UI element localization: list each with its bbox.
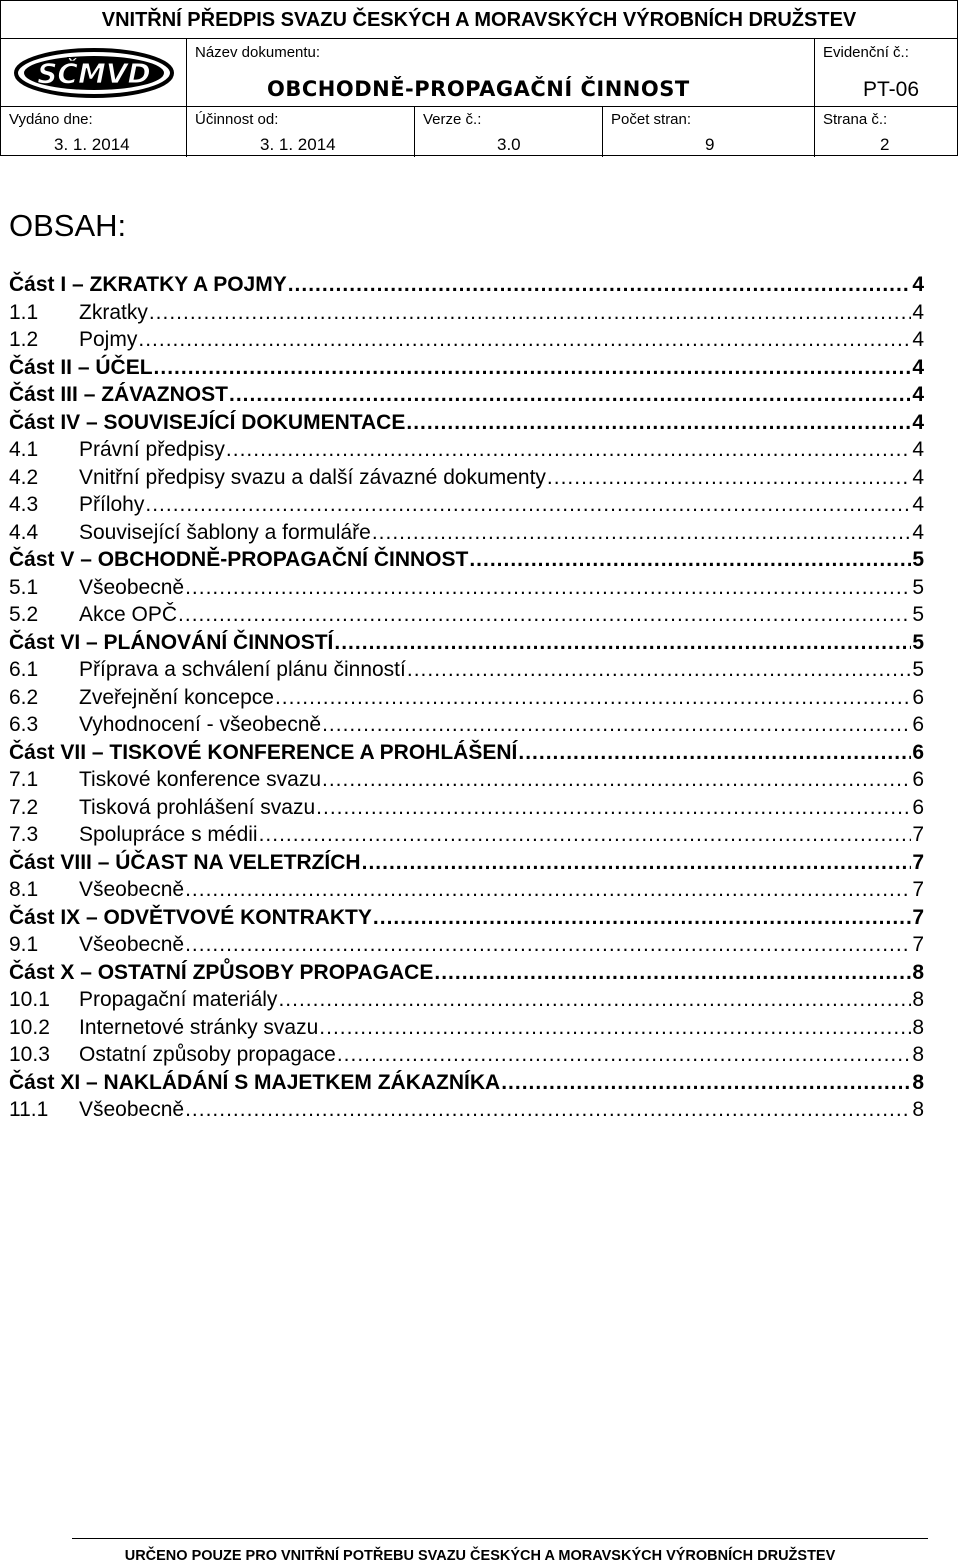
toc-entry-number: 6.2: [9, 685, 39, 709]
toc-entry-title: Zkratky: [79, 300, 148, 324]
ucinnost-value: 3. 1. 2014: [260, 135, 336, 154]
vydano-value: 3. 1. 2014: [54, 135, 130, 154]
ucinnost-cell: [187, 107, 415, 157]
toc-entry-title: Související šablony a formuláře: [79, 520, 371, 544]
strana-cell: [815, 107, 959, 157]
toc-dot-leader: [275, 684, 911, 712]
toc-section-entry[interactable]: [9, 1096, 924, 1124]
doc-name-label: Název dokumentu:: [195, 44, 321, 61]
evid-label: Evidenční č.:: [823, 44, 909, 61]
table-of-contents: [9, 271, 924, 1124]
toc-entry-page: 8: [912, 1043, 924, 1066]
toc-entry-page: 5: [912, 630, 924, 654]
toc-entry-title: Internetové stránky svazu: [79, 1015, 319, 1039]
toc-section-entry[interactable]: [9, 464, 924, 492]
toc-part-entry[interactable]: [9, 409, 924, 437]
toc-entry-title: Propagační materiály: [79, 988, 278, 1011]
toc-entry-page: 5: [912, 658, 924, 681]
toc-entry-page: 4: [912, 355, 924, 379]
toc-section-entry[interactable]: [9, 684, 924, 712]
toc-dot-leader: [145, 491, 911, 519]
verze-value: 3.0: [497, 135, 521, 154]
logo: [1, 39, 187, 106]
toc-entry-title: Část X – OSTATNÍ ZPŮSOBY PROPAGACE: [9, 960, 434, 984]
header-title: VNITŘNÍ PŘEDPIS SVAZU ČESKÝCH A MORAVSKÝCH VÝROBNÍCH DRUŽSTEV: [1, 1, 957, 39]
toc-dot-leader: [334, 629, 911, 657]
toc-part-entry[interactable]: [9, 904, 924, 932]
toc-dot-leader: [178, 601, 911, 629]
pocet-value: 9: [705, 135, 715, 154]
toc-dot-leader: [518, 739, 911, 767]
document-header: [0, 0, 958, 156]
toc-entry-number: 4.1: [9, 438, 39, 461]
toc-entry-page: 4: [912, 410, 924, 434]
strana-value: 2: [880, 135, 890, 154]
toc-entry-title: Část XI – NAKLÁDÁNÍ S MAJETKEM ZÁKAZNÍKA: [9, 1070, 501, 1094]
toc-entry-number: 9.1: [9, 933, 39, 956]
toc-part-entry[interactable]: [9, 849, 924, 877]
verze-label: Verze č.:: [423, 111, 482, 128]
logo-text: SČMVD: [36, 56, 151, 90]
toc-entry-page: 6: [912, 740, 924, 764]
toc-entry-page: 4: [912, 465, 924, 489]
toc-entry-title: Přílohy: [79, 493, 145, 516]
toc-section-entry[interactable]: [9, 519, 924, 547]
toc-section-entry[interactable]: [9, 574, 924, 602]
header-meta-row: [1, 106, 957, 157]
evid-value: PT-06: [862, 78, 919, 101]
toc-entry-page: 4: [912, 328, 924, 351]
toc-dot-leader: [337, 1041, 911, 1069]
toc-entry-page: 4: [912, 438, 924, 461]
ucinnost-label: Účinnost od:: [195, 111, 279, 128]
toc-dot-leader: [316, 794, 911, 822]
toc-entry-title: Část II – ÚČEL: [9, 355, 153, 379]
toc-entry-page: 4: [912, 383, 924, 406]
toc-entry-title: Právní předpisy: [79, 438, 225, 461]
toc-part-entry[interactable]: [9, 739, 924, 767]
toc-entry-page: 7: [912, 878, 924, 901]
vydano-label: Vydáno dne:: [9, 111, 93, 128]
toc-entry-page: 6: [912, 713, 924, 736]
toc-entry-number: 1.1: [9, 300, 39, 324]
toc-section-entry[interactable]: [9, 491, 924, 519]
toc-entry-number: 8.1: [9, 878, 39, 901]
toc-dot-leader: [407, 656, 911, 684]
toc-dot-leader: [319, 1014, 911, 1042]
toc-dot-leader: [185, 876, 911, 904]
toc-entry-title: Vyhodnocení - všeobecně: [79, 713, 322, 736]
toc-entry-number: 5.2: [9, 603, 39, 626]
toc-entry-title: Akce OPČ: [79, 603, 178, 626]
toc-entry-number: 6.1: [9, 658, 39, 681]
toc-entry-title: Část VIII – ÚČAST NA VELETRZÍCH: [9, 850, 361, 874]
toc-entry-number: 7.3: [9, 823, 39, 846]
toc-entry-number: 1.2: [9, 328, 39, 351]
toc-entry-number: 6.3: [9, 713, 39, 736]
toc-dot-leader: [469, 546, 911, 574]
toc-part-entry[interactable]: [9, 354, 924, 382]
toc-entry-title: Část VII – TISKOVÉ KONFERENCE A PROHLÁŠENÍ: [9, 740, 518, 764]
verze-cell: [415, 107, 603, 157]
toc-entry-page: 7: [912, 850, 924, 874]
toc-entry-page: 5: [912, 548, 924, 571]
footer-divider: [72, 1538, 928, 1539]
pocet-label: Počet stran:: [611, 111, 692, 128]
toc-section-entry[interactable]: [9, 656, 924, 684]
toc-dot-leader: [362, 849, 912, 877]
toc-dot-leader: [226, 436, 911, 464]
toc-entry-title: Část III – ZÁVAZNOST: [9, 383, 228, 406]
toc-entry-number: 4.3: [9, 493, 39, 516]
toc-entry-number: 4.4: [9, 520, 39, 544]
doc-name-cell: [187, 39, 815, 106]
toc-entry-number: 4.2: [9, 465, 39, 489]
toc-section-entry[interactable]: [9, 876, 924, 904]
toc-dot-leader: [322, 711, 911, 739]
toc-entry-page: 8: [912, 960, 924, 984]
toc-section-entry[interactable]: [9, 794, 924, 822]
toc-dot-leader: [501, 1069, 911, 1097]
toc-section-entry[interactable]: [9, 766, 924, 794]
toc-part-entry[interactable]: [9, 629, 924, 657]
toc-entry-number: 10.1: [9, 988, 50, 1011]
toc-entry-title: Spolupráce s médii: [79, 823, 258, 846]
toc-entry-page: 6: [912, 795, 924, 819]
toc-entry-number: 10.2: [9, 1015, 50, 1039]
toc-dot-leader: [149, 299, 911, 327]
toc-entry-page: 6: [912, 685, 924, 709]
toc-part-entry[interactable]: [9, 271, 924, 299]
toc-entry-page: 4: [912, 273, 924, 296]
toc-dot-leader: [434, 959, 911, 987]
toc-dot-leader: [185, 1096, 911, 1124]
toc-entry-page: 7: [912, 933, 924, 956]
toc-part-entry[interactable]: [9, 546, 924, 574]
toc-entry-page: 4: [912, 520, 924, 544]
toc-entry-page: 7: [912, 905, 924, 929]
toc-entry-page: 8: [912, 1015, 924, 1039]
toc-dot-leader: [185, 931, 911, 959]
toc-dot-leader: [547, 464, 911, 492]
toc-entry-title: Všeobecně: [79, 878, 185, 901]
toc-entry-page: 7: [912, 823, 924, 846]
scmvd-logo-icon: [13, 47, 175, 99]
toc-entry-title: Všeobecně: [79, 1098, 185, 1121]
vydano-cell: [1, 107, 187, 157]
toc-entry-page: 8: [912, 1098, 924, 1121]
toc-entry-title: Všeobecně: [79, 933, 185, 956]
toc-entry-number: 7.2: [9, 795, 39, 819]
toc-dot-leader: [138, 326, 911, 354]
toc-entry-title: Pojmy: [79, 328, 138, 351]
toc-section-entry[interactable]: [9, 299, 924, 327]
toc-dot-leader: [259, 821, 912, 849]
toc-entry-page: 4: [912, 300, 924, 324]
toc-entry-title: Příprava a schválení plánu činností: [79, 658, 406, 681]
toc-entry-title: Tisková prohlášení svazu: [79, 795, 316, 819]
toc-section-entry[interactable]: [9, 1041, 924, 1069]
toc-entry-page: 4: [912, 493, 924, 516]
strana-label: Strana č.:: [823, 111, 888, 128]
toc-entry-title: Vnitřní předpisy svazu a další závazné dokumenty: [79, 465, 546, 489]
toc-dot-leader: [288, 271, 912, 299]
footer-text: URČENO POUZE PRO VNITŘNÍ POTŘEBU SVAZU ČESKÝCH A MORAVSKÝCH VÝROBNÍCH DRUŽSTEV: [124, 1548, 836, 1564]
doc-name: OBCHODNĚ-PROPAGAČNÍ ČINNOST: [267, 77, 690, 101]
toc-entry-number: 7.1: [9, 768, 39, 791]
toc-dot-leader: [372, 519, 912, 547]
toc-dot-leader: [322, 766, 911, 794]
toc-dot-leader: [154, 354, 912, 382]
toc-section-entry[interactable]: [9, 601, 924, 629]
toc-entry-title: Část VI – PLÁNOVÁNÍ ČINNOSTÍ: [9, 630, 334, 654]
toc-entry-page: 8: [912, 1070, 924, 1094]
toc-section-entry[interactable]: [9, 711, 924, 739]
toc-entry-title: Tiskové konference svazu: [79, 768, 322, 791]
toc-section-entry[interactable]: [9, 1014, 924, 1042]
toc-section-entry[interactable]: [9, 931, 924, 959]
toc-entry-number: 10.3: [9, 1043, 50, 1066]
toc-section-entry[interactable]: [9, 986, 924, 1014]
toc-dot-leader: [406, 409, 911, 437]
toc-dot-leader: [278, 986, 911, 1014]
toc-entry-page: 5: [912, 603, 924, 626]
toc-entry-number: 11.1: [9, 1098, 49, 1121]
toc-section-entry[interactable]: [9, 821, 924, 849]
toc-entry-title: Ostatní způsoby propagace: [79, 1043, 336, 1066]
toc-entry-title: Část IV – SOUVISEJÍCÍ DOKUMENTACE: [9, 410, 406, 434]
toc-entry-page: 8: [912, 988, 924, 1011]
toc-dot-leader: [229, 381, 911, 409]
toc-entry-page: 6: [912, 768, 924, 791]
toc-entry-title: Zveřejnění koncepce: [79, 685, 274, 709]
toc-entry-page: 5: [912, 575, 924, 599]
toc-section-entry[interactable]: [9, 326, 924, 354]
toc-entry-title: Část I – ZKRATKY A POJMY: [9, 273, 287, 296]
pocet-cell: [603, 107, 815, 157]
toc-dot-leader: [185, 574, 911, 602]
toc-heading: OBSAH:: [9, 208, 127, 243]
toc-part-entry[interactable]: [9, 959, 924, 987]
toc-entry-number: 5.1: [9, 575, 39, 599]
toc-entry-title: Část IX – ODVĚTVOVÉ KONTRAKTY: [9, 905, 372, 929]
evid-cell: [815, 39, 959, 106]
toc-section-entry[interactable]: [9, 436, 924, 464]
toc-part-entry[interactable]: [9, 1069, 924, 1097]
toc-dot-leader: [373, 904, 911, 932]
toc-entry-title: Část V – OBCHODNĚ-PROPAGAČNÍ ČINNOST: [9, 548, 469, 571]
toc-part-entry[interactable]: [9, 381, 924, 409]
toc-entry-title: Všeobecně: [79, 575, 185, 599]
